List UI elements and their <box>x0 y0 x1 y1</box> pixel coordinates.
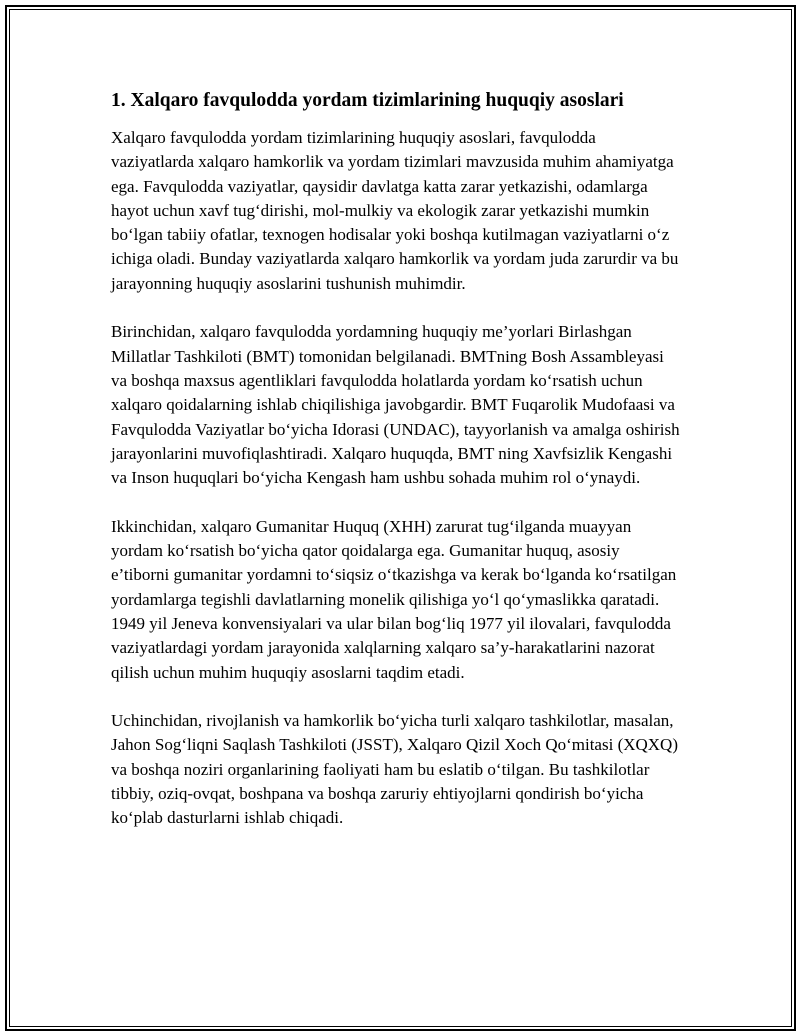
section-heading: 1. Xalqaro favqulodda yordam tizimlarining huquqiy asoslari <box>111 90 624 111</box>
document-body <box>111 89 681 855</box>
paragraph-first: Birinchidan, xalqaro favqulodda yordamning huquqiy me’yorlari Birlashgan Millatlar Tashkiloti (BMT) tomonidan belgilanadi. BMTning Bosh Assambleyasi va boshqa maxsus agentliklari favqulodda holatlarda yordam ko‘rsatish uchun xalqaro qoidalarning ishlab chiqilishiga javobgardir. BMT Fuqarolik Mudofaasi va Favqulodda Vaziyatlar bo‘yicha Idorasi (UNDAC), tayyorlanish va amalga oshirish jarayonlarini muvofiqlashtiradi. Xalqaro huquqda, BMT ning Xavfsizlik Kengashi va Inson huquqlari bo‘yicha Kengash ham ushbu sohada muhim rol o‘ynaydi. <box>111 322 680 488</box>
paragraph-third: Uchinchidan, rivojlanish va hamkorlik bo‘yicha turli xalqaro tashkilotlar, masalan, Jahon Sog‘liqni Saqlash Tashkiloti (JSST), Xalqaro Qizil Xoch Qo‘mitasi (XQXQ) va boshqa noziri organlarining faoliyati ham bu eslatib o‘tilgan. Bu tashkilotlar tibbiy, oziq-ovqat, boshpana va boshqa zaruriy ehtiyojlarni qondirish bo‘yicha ko‘plab dasturlarni ishlab chiqadi. <box>111 711 678 828</box>
paragraph-second: Ikkinchidan, xalqaro Gumanitar Huquq (XHH) zarurat tug‘ilganda muayyan yordam ko‘rsatish bo‘yicha qator qoidalarga ega. Gumanitar huquq, asosiy e’tiborni gumanitar yordamni to‘siqsiz o‘tkazishga va kerak bo‘lganda ko‘rsatilgan yordamlarga tegishli davlatlarning monelik qilishiga yo‘l qo‘ymaslikka qaratadi. 1949 yil Jeneva konvensiyalari va ular bilan bog‘liq 1977 yil ilovalari, favqulodda vaziyatlardagi yordam jarayonida xalqlarning xalqaro sa’y-harakatlarini nazorat qilish uchun muhim huquqiy asoslarni taqdim etadi. <box>111 516 677 682</box>
paragraph-intro: Xalqaro favqulodda yordam tizimlarining huquqiy asoslari, favqulodda vaziyatlarda xalqaro hamkorlik va yordam tizimlari mavzusida muhim ahamiyatga ega. Favqulodda vaziyatlar, qaysidir davlatga katta zarar yetkazishi, odamlarga hayot uchun xavf tug‘dirishi, mol-mulkiy va ekologik zarar yetkazishi mumkin bo‘lgan tabiiy ofatlar, texnogen hodisalar yoki boshqa kutilmagan vaziyatlarni o‘z ichiga oladi. Bunday vaziyatlarda xalqaro hamkorlik va yordam juda zarurdir va bu jarayonning huquqiy asoslarini tushunish muhimdir. <box>111 128 679 293</box>
